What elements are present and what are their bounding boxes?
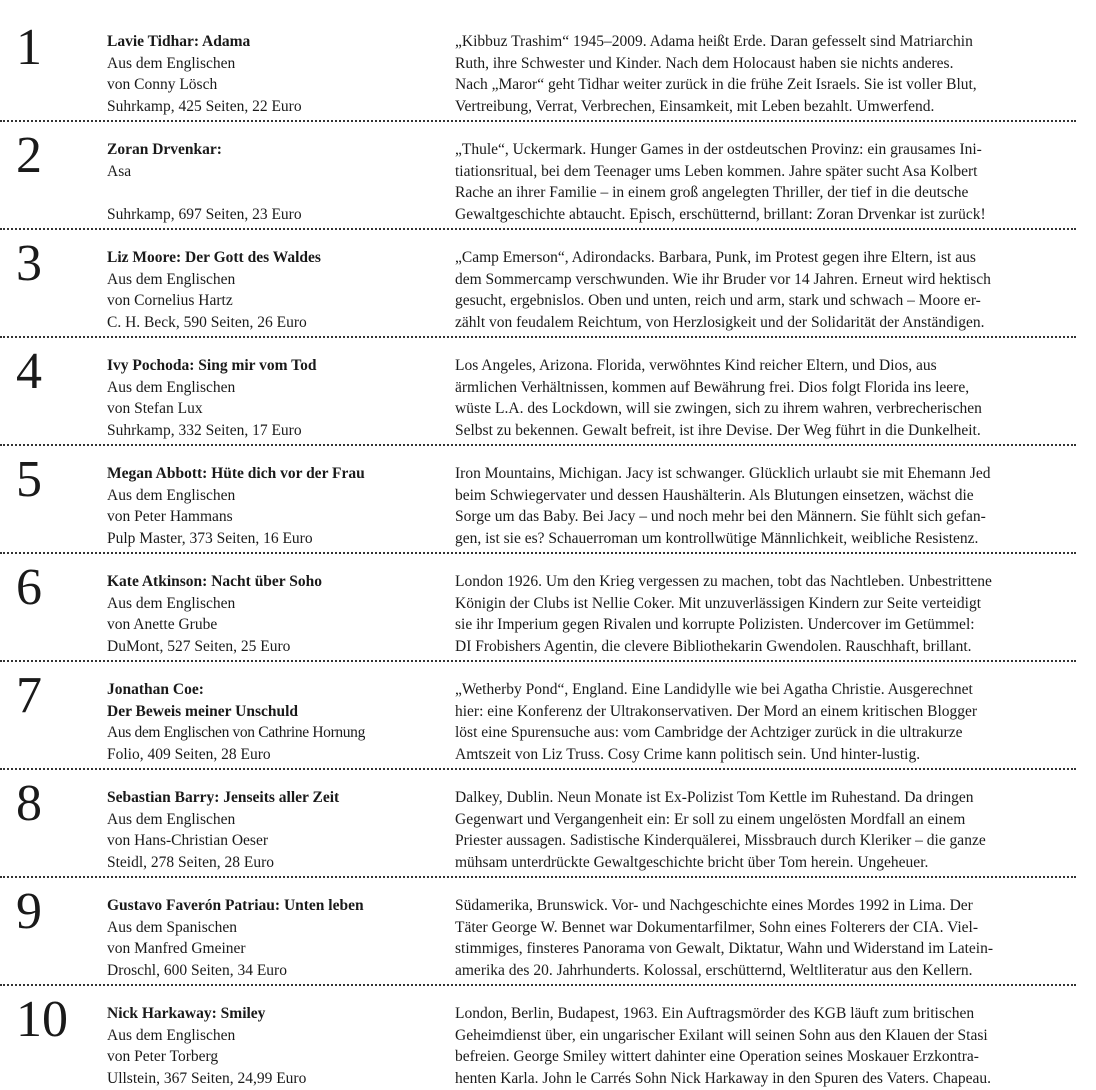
description-line: sie ihr Imperium gegen Rivalen und korrupte Polizisten. Undercover im Getümmel: <box>455 616 975 633</box>
book-meta-line: Aus dem Englischen <box>107 810 236 828</box>
book-meta-line: von Stefan Lux <box>107 400 203 417</box>
list-entry <box>0 879 1096 981</box>
book-meta-line: Folio, 409 Seiten, 28 Euro <box>107 745 271 763</box>
book-meta-line: Aus dem Englischen <box>107 594 236 612</box>
book-title: Kate Atkinson: Nacht über Soho <box>107 573 323 590</box>
rank-number: 1 <box>16 19 42 76</box>
book-description <box>455 679 1080 765</box>
book-description <box>455 247 1080 333</box>
book-info <box>107 787 447 873</box>
list-entry <box>0 555 1096 657</box>
rank-number: 5 <box>16 451 42 508</box>
book-meta-line: Aus dem Englischen <box>107 486 236 504</box>
dotted-divider <box>0 660 1076 662</box>
rank-number: 10 <box>16 991 68 1048</box>
book-info <box>107 139 447 225</box>
description-line: „Wetherby Pond“, England. Eine Landidylle wie bei Agatha Christie. Ausgerechnet <box>455 681 973 698</box>
rank-number: 7 <box>16 667 42 724</box>
book-info <box>107 571 447 657</box>
list-entry <box>0 771 1096 873</box>
description-line: „Camp Emerson“, Adirondacks. Barbara, Punk, im Protest gegen ihre Eltern, ist aus <box>455 249 976 266</box>
dotted-divider <box>0 336 1076 338</box>
book-title: Sebastian Barry: Jenseits aller Zeit <box>107 789 340 806</box>
description-line: gen, ist sie es? Schauerroman um kontrollwütige Männlichkeit, weibliche Resistenz. <box>455 529 979 547</box>
book-meta-line: Asa <box>107 162 132 180</box>
book-meta-line: von Cornelius Hartz <box>107 292 233 309</box>
description-line: dem Sommercamp verschwunden. Wie ihr Bruder vor 14 Jahren. Erneut wird hektisch <box>455 270 991 288</box>
book-meta-line: von Hans-Christian Oeser <box>107 832 268 849</box>
description-line: befreien. George Smiley wittert dahinter eine Operation seines Moskauer Erzkontra- <box>455 1048 979 1065</box>
description-line: „Kibbuz Trashim“ 1945–2009. Adama heißt Erde. Daran gefesselt sind Matriarchin <box>455 33 973 50</box>
book-meta-line: Aus dem Englischen von Cathrine Hornung <box>107 724 365 741</box>
description-line: Vertreibung, Verrat, Verbrechen, Einsamkeit, mit Leben bezahlt. Umwerfend. <box>455 97 935 115</box>
book-info <box>107 355 447 441</box>
book-meta-line: von Peter Hammans <box>107 508 233 525</box>
list-entry <box>0 663 1096 765</box>
rank-number: 6 <box>16 559 42 616</box>
book-meta-line: von Manfred Gmeiner <box>107 940 246 957</box>
description-line: Selbst zu bekennen. Gewalt befreit, ist ihre Devise. Der Weg führt in die Dunkelheit. <box>455 421 981 439</box>
book-meta-line: C. H. Beck, 590 Seiten, 26 Euro <box>107 313 307 331</box>
description-line: London 1926. Um den Krieg vergessen zu machen, tobt das Nachtleben. Unbestrittene <box>455 573 992 590</box>
description-line: ärmlichen Verhältnissen, kommen auf Bewährung frei. Dios folgt Florida ins leere, <box>455 378 970 396</box>
book-description <box>455 355 1080 441</box>
description-line: amerika des 20. Jahrhunderts. Kolossal, erschütternd, Weltliteratur aus den Kellern. <box>455 961 973 979</box>
book-meta-line: Aus dem Spanischen <box>107 918 238 936</box>
book-description <box>455 1003 1080 1089</box>
book-description <box>455 31 1080 117</box>
description-line: tiationsritual, bei dem Teenager ums Leben kommen. Jahre später sucht Asa Kolbert <box>455 162 978 180</box>
book-info <box>107 895 447 981</box>
book-description <box>455 463 1080 549</box>
book-meta-line <box>107 182 447 204</box>
book-meta-line: Ullstein, 367 Seiten, 24,99 Euro <box>107 1069 307 1087</box>
book-meta-line: Aus dem Englischen <box>107 270 236 288</box>
description-line: wüste L.A. des Lockdown, will sie zwingen, sich zu ihrem wahren, verbrecherischen <box>455 400 982 417</box>
book-meta-line: Pulp Master, 373 Seiten, 16 Euro <box>107 529 313 547</box>
list-entry <box>0 447 1096 549</box>
book-title: Liz Moore: Der Gott des Waldes <box>107 249 321 266</box>
book-description <box>455 139 1080 225</box>
description-line: „Thule“, Uckermark. Hunger Games in der ostdeutschen Provinz: ein grausames Ini- <box>455 141 982 158</box>
book-meta-line: Steidl, 278 Seiten, 28 Euro <box>107 853 275 871</box>
list-entry <box>0 339 1096 441</box>
book-title: Zoran Drvenkar: <box>107 141 222 158</box>
description-line: Iron Mountains, Michigan. Jacy ist schwanger. Glücklich urlaubt sie mit Ehemann Jed <box>455 465 991 482</box>
book-info <box>107 31 447 117</box>
description-line: Täter George W. Bennet war Dokumentarfilmer, Sohn eines Folterers der CIA. Viel- <box>455 918 979 936</box>
description-line: mühsam unterdrückte Gewaltgeschichte bricht über Tom herein. Ungeheuer. <box>455 853 929 871</box>
dotted-divider <box>0 876 1076 878</box>
book-meta-line: von Peter Torberg <box>107 1048 219 1065</box>
book-meta-line: von Anette Grube <box>107 616 218 633</box>
description-line: Geheimdienst über, ein ungarischer Exilant will seinen Sohn aus den Klauen der Stasi <box>455 1026 988 1044</box>
book-meta-line: Suhrkamp, 697 Seiten, 23 Euro <box>107 205 302 223</box>
rank-number: 3 <box>16 235 42 292</box>
description-line: stimmiges, finsteres Panorama von Gewalt, Diktatur, Wahn und Widerstand im Latein- <box>455 940 994 957</box>
dotted-divider <box>0 552 1076 554</box>
book-info <box>107 679 447 765</box>
dotted-divider <box>0 120 1076 122</box>
description-line: Südamerika, Brunswick. Vor- und Nachgeschichte eines Mordes 1992 in Lima. Der <box>455 897 973 914</box>
dotted-divider <box>0 768 1076 770</box>
book-title: Jonathan Coe: <box>107 681 204 698</box>
book-meta-line: von Conny Lösch <box>107 76 218 93</box>
book-description <box>455 571 1080 657</box>
dotted-divider <box>0 984 1076 986</box>
book-description <box>455 787 1080 873</box>
book-meta-line: Aus dem Englischen <box>107 1026 236 1044</box>
list-entry <box>0 987 1096 1089</box>
description-line: Sorge um das Baby. Bei Jacy – und noch mehr bei den Männern. Sie fühlt sich gefan- <box>455 508 986 525</box>
list-entry <box>0 123 1096 225</box>
dotted-divider <box>0 444 1076 446</box>
description-line: Priester aussagen. Sadistische Kinderquälerei, Missbrauch durch Kleriker – die ganze <box>455 832 986 849</box>
book-meta-line: Suhrkamp, 332 Seiten, 17 Euro <box>107 421 302 439</box>
description-line: Rache an ihrer Familie – in einem groß angelegten Thriller, der tief in die deutsche <box>455 184 969 201</box>
book-title: Gustavo Faverón Patriau: Unten leben <box>107 897 364 914</box>
description-line: hier: eine Konferenz der Ultrakonservativen. Der Mord an einem kritischen Blogger <box>455 702 978 720</box>
description-line: gesucht, ergebnislos. Oben und unten, reich und arm, stark und schwach – Moore er- <box>455 292 981 309</box>
rank-number: 9 <box>16 883 42 940</box>
book-title: Der Beweis meiner Unschuld <box>107 702 299 720</box>
book-title: Megan Abbott: Hüte dich vor der Frau <box>107 465 365 482</box>
rank-number: 2 <box>16 127 42 184</box>
book-title: Nick Harkaway: Smiley <box>107 1005 266 1022</box>
dotted-divider <box>0 228 1076 230</box>
description-line: beim Schwiegervater und dessen Haushälterin. Als Blutungen einsetzen, wächst die <box>455 486 974 504</box>
description-line: Dalkey, Dublin. Neun Monate ist Ex-Polizist Tom Kettle im Ruhestand. Da dringen <box>455 789 974 806</box>
book-info <box>107 463 447 549</box>
book-title: Ivy Pochoda: Sing mir vom Tod <box>107 357 317 374</box>
book-meta-line: Aus dem Englischen <box>107 54 236 72</box>
book-info <box>107 1003 447 1089</box>
list-entry <box>0 231 1096 333</box>
description-line: Gegenwart und Vergangenheit ein: Er soll zu einem ungelösten Mordfall an einem <box>455 810 966 828</box>
description-line: Nach „Maror“ geht Tidhar weiter zurück in die frühe Zeit Israels. Sie ist voller Blut, <box>455 76 977 93</box>
description-line: London, Berlin, Budapest, 1963. Ein Auftragsmörder des KGB läuft zum britischen <box>455 1005 975 1022</box>
list-entry <box>0 15 1096 117</box>
description-line: Amtszeit von Liz Truss. Cosy Crime kann politisch sein. Und hinter-lustig. <box>455 745 921 763</box>
description-line: henten Karla. John le Carrés Sohn Nick Harkaway in den Spuren des Vaters. Chapeau. <box>455 1069 992 1087</box>
book-description <box>455 895 1080 981</box>
book-meta-line: Droschl, 600 Seiten, 34 Euro <box>107 961 287 979</box>
description-line: Ruth, ihre Schwester und Kinder. Nach dem Holocaust haben sie nichts anderes. <box>455 54 954 72</box>
description-line: Los Angeles, Arizona. Florida, verwöhntes Kind reicher Eltern, und Dios, aus <box>455 357 937 374</box>
description-line: Königin der Clubs ist Nellie Coker. Mit unzuverlässigen Kindern zur Seite verteidigt <box>455 594 982 612</box>
book-title: Lavie Tidhar: Adama <box>107 33 251 50</box>
rank-number: 8 <box>16 775 42 832</box>
book-meta-line: Suhrkamp, 425 Seiten, 22 Euro <box>107 97 302 115</box>
book-meta-line: DuMont, 527 Seiten, 25 Euro <box>107 637 291 655</box>
rank-number: 4 <box>16 343 42 400</box>
description-line: DI Frobishers Agentin, die clevere Bibliothekarin Gwendolen. Rauschhaft, brillant. <box>455 637 972 655</box>
book-meta-line: Aus dem Englischen <box>107 378 236 396</box>
description-line: Gewaltgeschichte abtaucht. Episch, erschütternd, brillant: Zoran Drvenkar ist zurück! <box>455 205 986 223</box>
description-line: zählt von feudalem Reichtum, von Herzlosigkeit und der Solidarität der Anständigen. <box>455 313 985 331</box>
book-info <box>107 247 447 333</box>
description-line: löst eine Spurensuche aus: vom Cambridge der Achtziger zurück in die ultrakurze <box>455 724 963 741</box>
